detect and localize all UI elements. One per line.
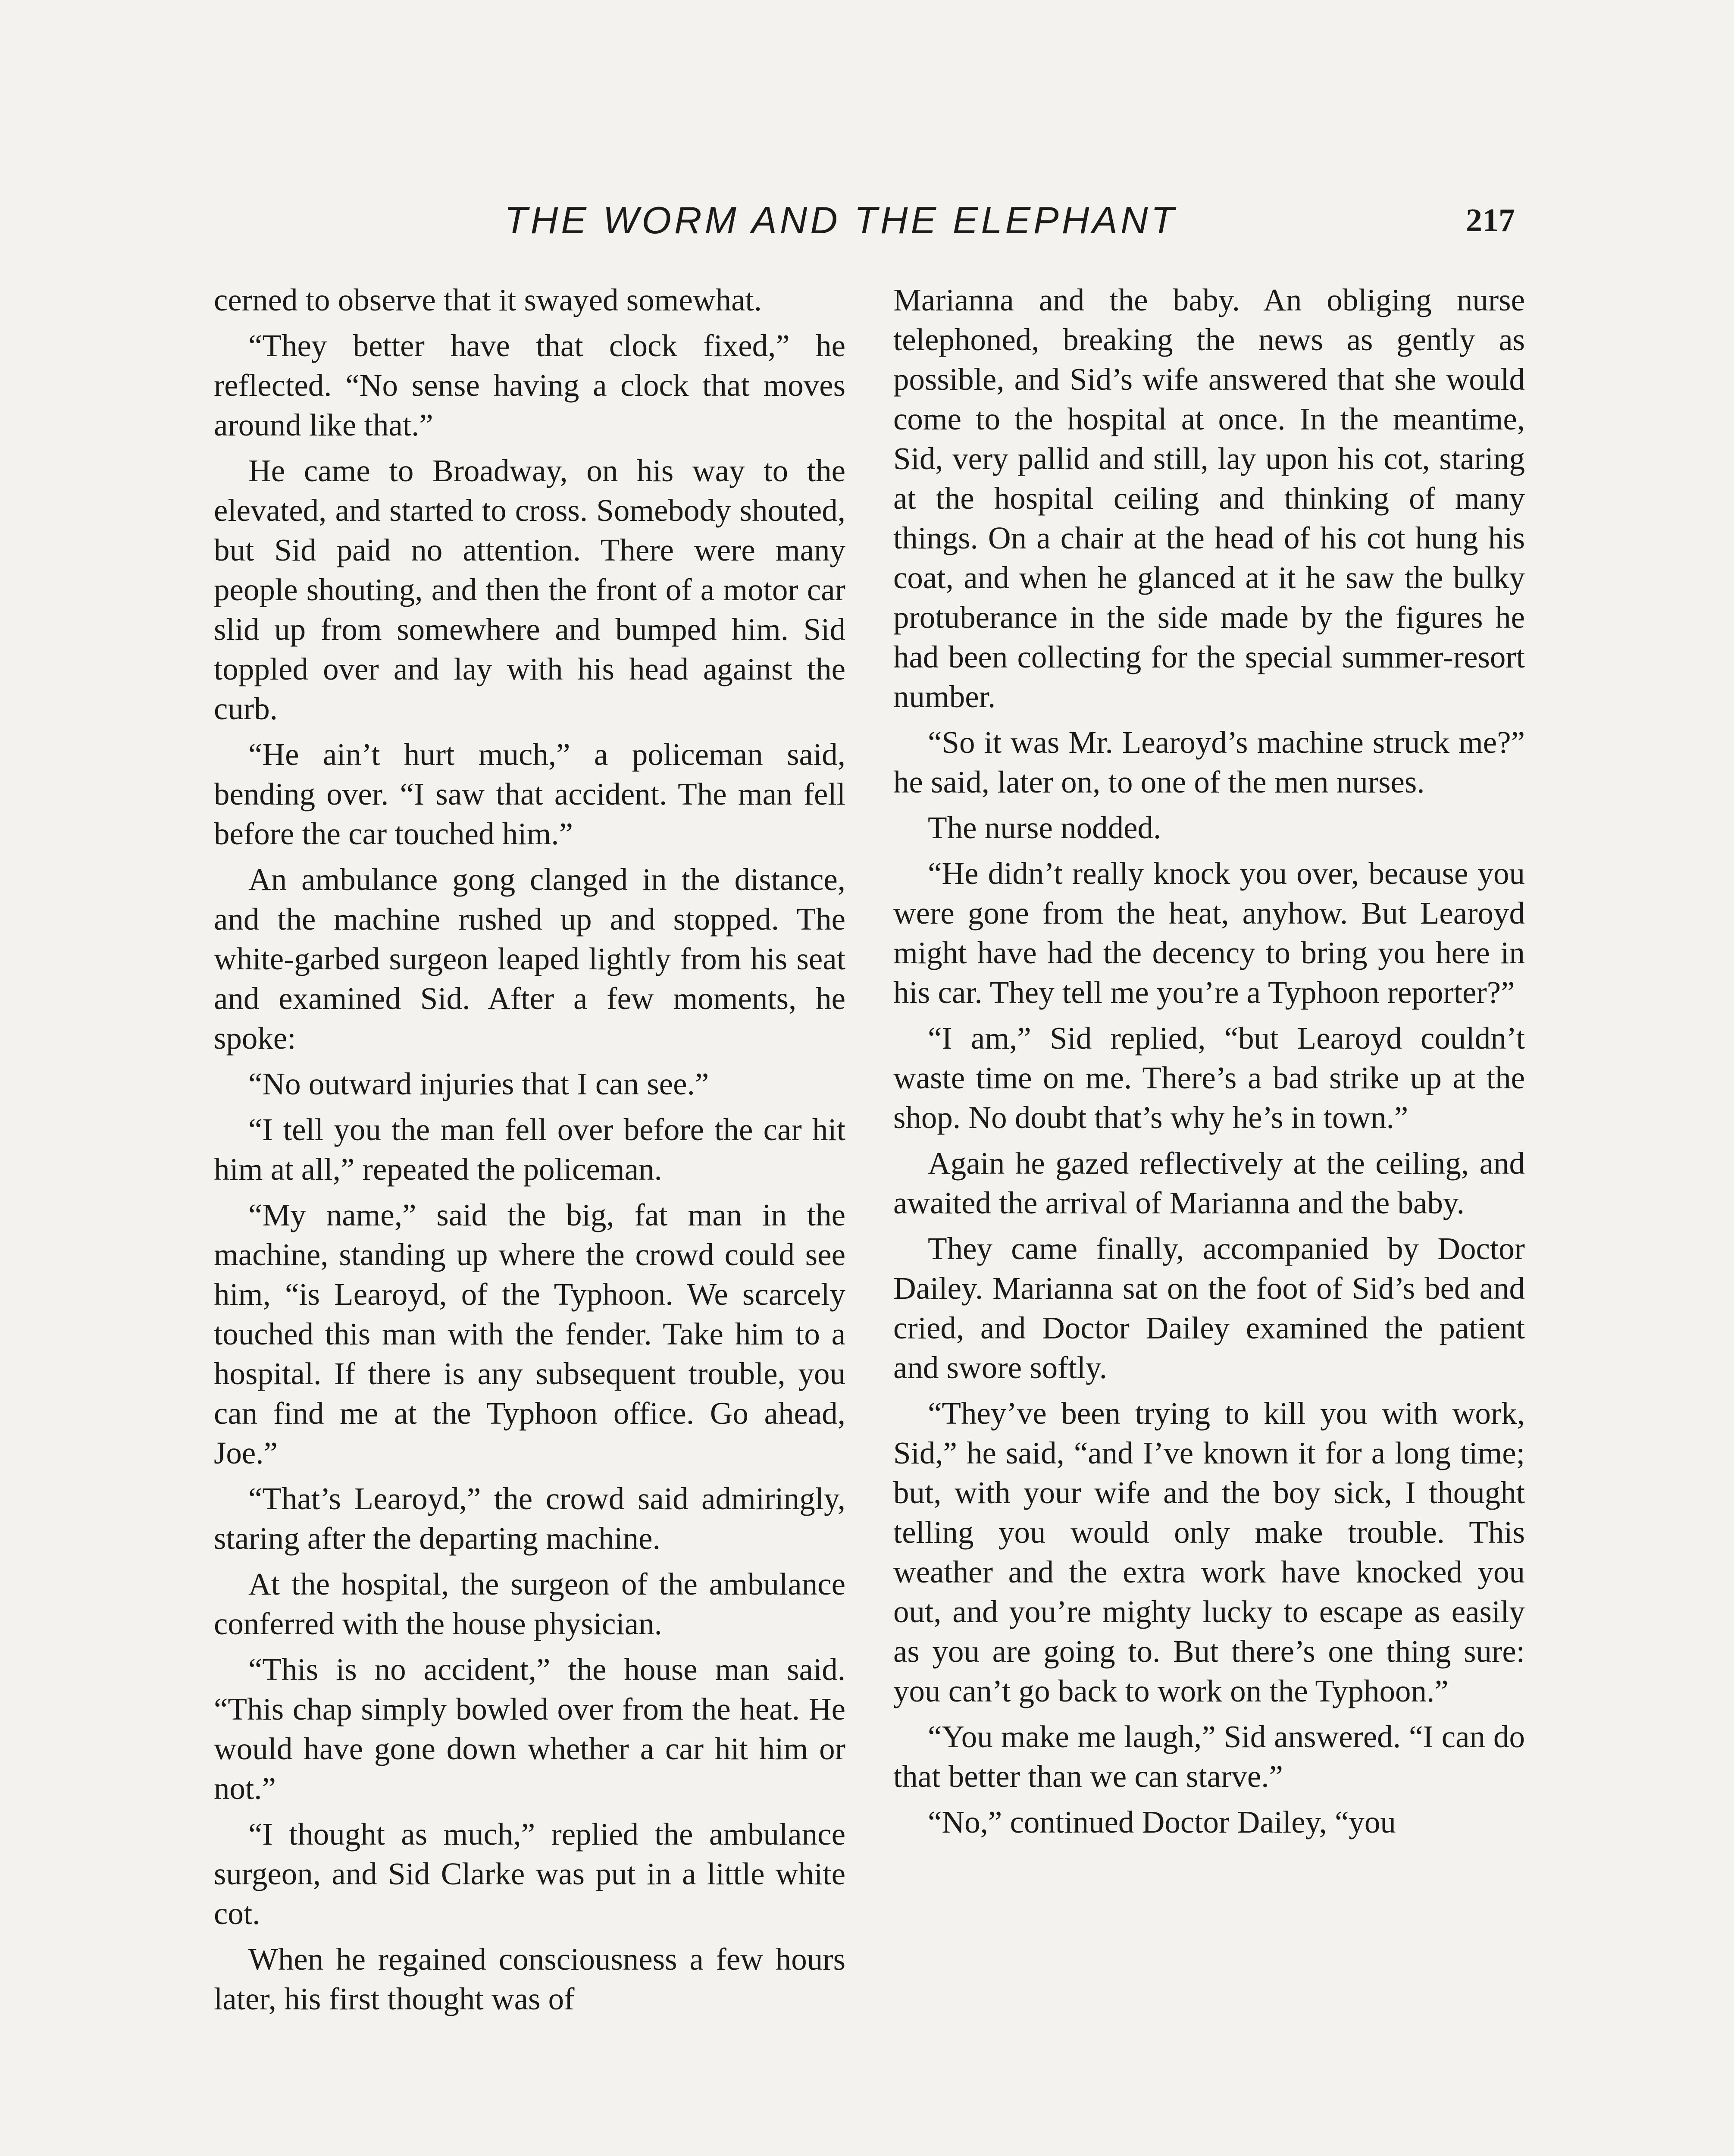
paragraph: “So it was Mr. Learoyd’s machine struck me?” he said, later on, to one of the men nurses. — [893, 725, 1525, 799]
paragraph: “I am,” Sid replied, “but Learoyd couldn’t waste time on me. There’s a bad strike up at the shop. No doubt that’s why he’s in town.” — [893, 1021, 1525, 1135]
paragraph: “You make me laugh,” Sid answered. “I can do that better than we can starve.” — [893, 1719, 1525, 1794]
page-header — [0, 198, 1734, 259]
paragraph: “They’ve been trying to kill you with work, Sid,” he said, “and I’ve known it for a long time; but, with your wife and the boy sick, I thought telling you would only make trouble. This weather and the extra work have knocked you out, and you’re mighty lucky to escape as easily as you are going to. But there’s one thing sure: you can’t go back to work on the Typhoon.” — [893, 1396, 1525, 1708]
right-column — [893, 280, 1525, 2156]
paragraph: He came to Broadway, on his way to the elevated, and started to cross. Somebody shouted, but Sid paid no attention. There were many people shouting, and then the front of a motor car slid up from somewhere and bumped him. Sid toppled over and lay with his head against the curb. — [214, 453, 845, 726]
paragraph: “This is no accident,” the house man said. “This chap simply bowled over from the heat. He would have gone down whether a car hit him or not.” — [214, 1652, 845, 1806]
paragraph: “They better have that clock fixed,” he reflected. “No sense having a clock that moves around like that.” — [214, 328, 845, 442]
paragraph: “He ain’t hurt much,” a policeman said, bending over. “I saw that accident. The man fell before the car touched him.” — [214, 737, 845, 851]
paragraph: “I thought as much,” replied the ambulance surgeon, and Sid Clarke was put in a little white cot. — [214, 1817, 845, 1931]
running-title: THE WORM AND THE ELEPHANT — [504, 199, 1177, 241]
paragraph: cerned to observe that it swayed somewhat. — [214, 282, 762, 317]
paragraph: They came finally, accompanied by Doctor Dailey. Marianna sat on the foot of Sid’s bed and cried, and Doctor Dailey examined the patient and swore softly. — [893, 1231, 1525, 1385]
paragraph: “No,” continued Doctor Dailey, “you — [928, 1805, 1396, 1839]
paragraph: “He didn’t really knock you over, because you were gone from the heat, anyhow. But Learoyd might have had the decency to bring you here in his car. They tell me you’re a Typhoon reporter?” — [893, 856, 1525, 1010]
paragraph: Again he gazed reflectively at the ceiling, and awaited the arrival of Marianna and the baby. — [893, 1146, 1525, 1220]
left-column — [214, 280, 845, 2156]
paragraph: The nurse nodded. — [928, 810, 1161, 845]
paragraph: An ambulance gong clanged in the distance, and the machine rushed up and stopped. The white-garbed surgeon leaped lightly from his seat and examined Sid. After a few moments, he spoke: — [214, 862, 845, 1056]
paragraph: Marianna and the baby. An obliging nurse telephoned, breaking the news as gently as possible, and Sid’s wife answered that she would come to the hospital at once. In the meantime, Sid, very pallid and still, lay upon his cot, staring at the hospital ceiling and thinking of many things. On a chair at the head of his cot hung his coat, and when he glanced at it he saw the bulky protuberance in the side made by the figures he had been collecting for the special summer-resort number. — [893, 282, 1525, 714]
paragraph: “My name,” said the big, fat man in the machine, standing up where the crowd could see him, “is Learoyd, of the Typhoon. We scarcely touched this man with the fender. Take him to a hospital. If there is any subsequent trouble, you can find me at the Typhoon office. Go ahead, Joe.” — [214, 1197, 845, 1470]
paragraph: “No outward injuries that I can see.” — [248, 1066, 709, 1101]
page-number: 217 — [1466, 202, 1515, 238]
paragraph: “I tell you the man fell over before the car hit him at all,” repeated the policeman. — [214, 1112, 845, 1187]
paragraph: When he regained consciousness a few hours later, his first thought was of — [214, 1942, 845, 2016]
paragraph: At the hospital, the surgeon of the ambulance conferred with the house physician. — [214, 1567, 845, 1641]
paragraph: “That’s Learoyd,” the crowd said admiringly, staring after the departing machine. — [214, 1481, 845, 1556]
